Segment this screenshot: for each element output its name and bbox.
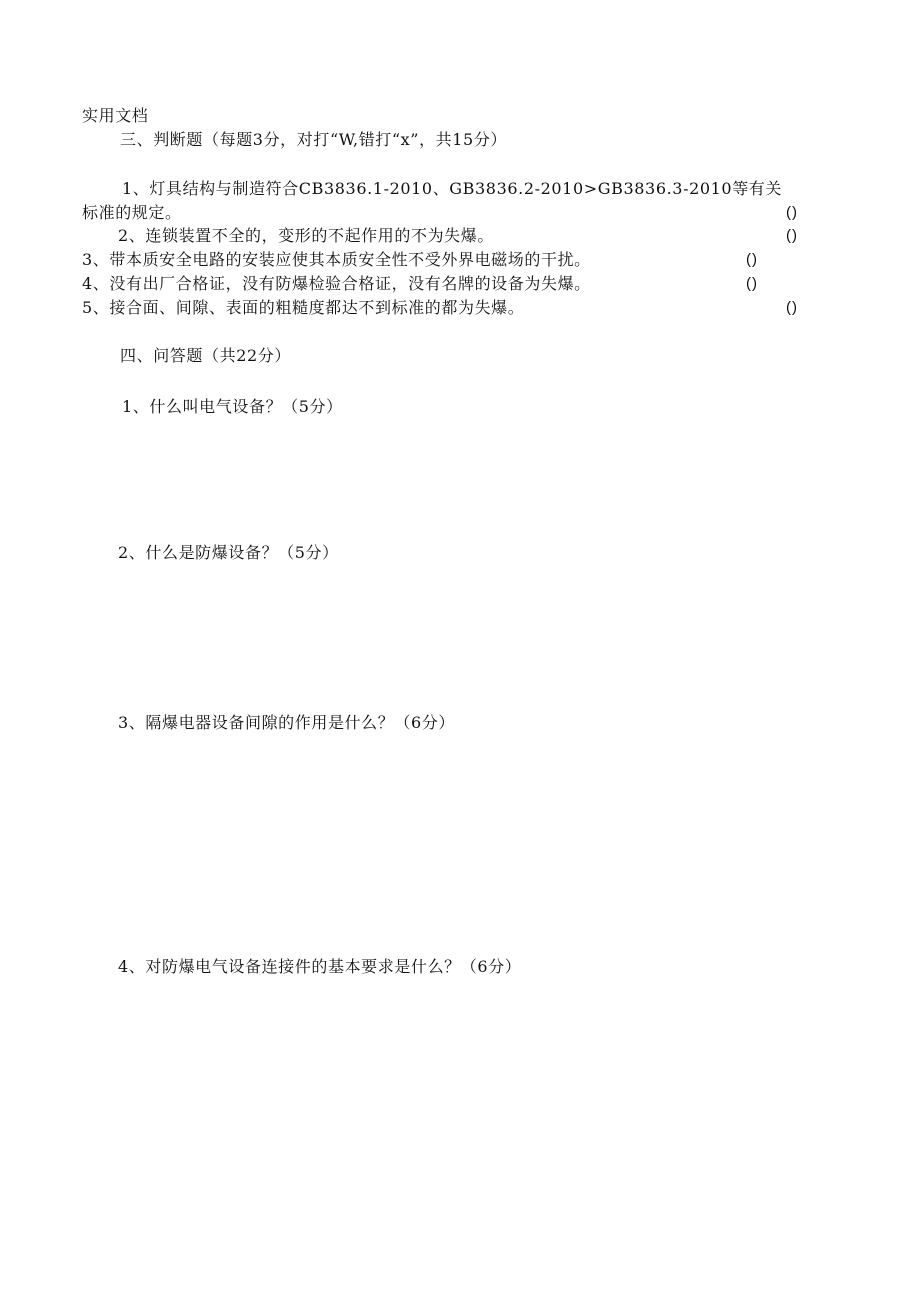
judge-item-3: 3、带本质安全电路的安装应使其本质安全性不受外界电磁场的干扰。 [82,250,591,269]
judge-item-5: 5、接合面、间隙、表面的粗糙度都达不到标准的都为失爆。 [82,298,525,317]
judge-item-1-answer-blank: () [786,204,798,221]
question-2: 2、什么是防爆设备？（5分） [118,543,339,562]
judge-item-5-answer-blank: () [786,299,798,316]
judge-item-4-answer-blank: () [746,275,758,292]
question-1: 1、什么叫电气设备？（5分） [122,397,343,416]
section3-title: 三、判断题（每题3分，对打“W,错打“x”，共15分） [120,130,508,149]
question-3: 3、隔爆电器设备间隙的作用是什么？（6分） [118,713,455,732]
section4-title: 四、问答题（共22分） [120,346,291,365]
judge-item-1-line1: 1、灯具结构与制造符合CB3836.1-2010、GB3836.2-2010>GB3836.3-2010等有关 [122,179,782,198]
judge-item-1-line2: 标准的规定。 [82,203,182,222]
question-4: 4、对防爆电气设备连接件的基本要求是什么？（6分） [118,957,522,976]
header-label: 实用文档 [82,106,149,125]
judge-item-4: 4、没有出厂合格证，没有防爆检验合格证，没有名牌的设备为失爆。 [82,274,591,293]
judge-item-2-answer-blank: () [786,227,798,244]
judge-item-2: 2、连锁装置不全的，变形的不起作用的不为失爆。 [118,226,494,245]
judge-item-3-answer-blank: () [746,251,758,268]
